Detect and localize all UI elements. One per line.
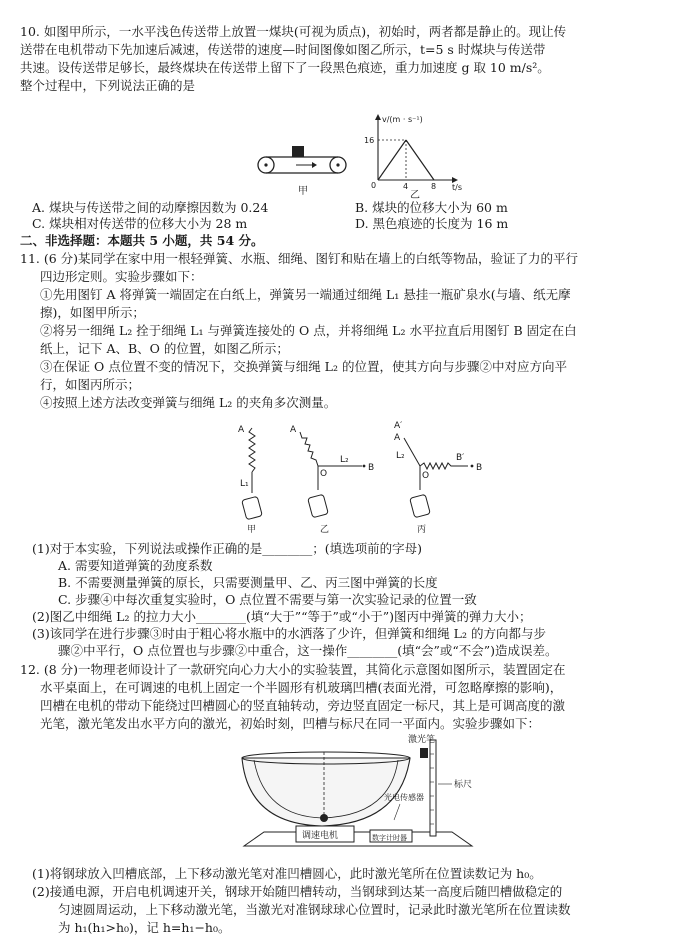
q11-step-2-cont: 纸上，记下 A、B、O 的位置，如图乙所示； (40, 341, 289, 356)
figure-bing (394, 421, 482, 535)
bing-spring (420, 463, 468, 469)
q11-step-1-cont: 擦)，如图甲所示； (40, 305, 145, 320)
axis-t-label: t/s (452, 183, 462, 192)
motor-label: 调速电机 (302, 831, 339, 841)
q12-line-4: 光笔，激光笔发出水平方向的激光，初始时刻，凹槽与标尺在同一平面内。实验步骤如下： (40, 716, 541, 731)
q11-line-2: 四边形定则。实验步骤如下： (40, 269, 203, 284)
q10-option-a[interactable]: A. 煤块与传送带之间的动摩擦因数为 0.24 (32, 200, 269, 215)
q10-option-b[interactable]: B. 煤块的位移大小为 60 m (355, 200, 508, 215)
steel-ball (320, 814, 328, 822)
q12-line-3: 凹槽在电机的带动下能绕过凹槽圆心的竖直轴转动，旁边竖直固定一标尺，其上是可调高度的激 (40, 698, 566, 713)
bing-label-l2: L₂ (396, 451, 405, 461)
q11-step-2: ②将另一细绳 L₂ 拴于细绳 L₁ 与弹簧连接处的 O 点，并将细绳 L₂ 水平拉直后用图钉 B 固定在白 (40, 323, 577, 338)
bing-caption: 丙 (417, 525, 427, 535)
q11-part-3: (3)该同学在进行步骤③时由于粗心将水瓶中的水洒落了少许，但弹簧和细绳 L₂ 的方向都与步 (32, 626, 546, 641)
ruler-label: 标尺 (454, 780, 473, 790)
yi-label-l2: L₂ (340, 455, 349, 465)
timer-label: 数字计时器 (372, 834, 407, 842)
q11-part-1-option-c[interactable]: C. 步骤④中每次重复实验时，O 点位置不需要与第一次实验记录的位置一致 (58, 592, 477, 607)
v-t-rise (378, 140, 406, 180)
figure-yi (290, 425, 374, 535)
conveyor-figure (246, 138, 366, 198)
bing-water-bottle (410, 494, 431, 517)
q11-part-1-option-b[interactable]: B. 不需要测量弹簧的原长，只需要测量甲、乙、丙三图中弹簧的长度 (58, 575, 438, 590)
bing-l2-rope (404, 438, 420, 466)
tick-8: 8 (431, 182, 437, 191)
laser-pen (420, 748, 428, 758)
q11-part-2: (2)图乙中细绳 L₂ 的拉力大小________(填“大于”“等于”或“小于”)图丙中弹簧的弹力大小； (32, 609, 532, 624)
q11-step-3: ③在保证 O 点位置不变的情况下，交换弹簧与细绳 L₂ 的位置，使其方向与步骤②中对应方向平 (40, 359, 567, 374)
axis-v-label: v/(m · s⁻¹) (382, 115, 423, 124)
centripetal-apparatus (224, 734, 484, 852)
jia-label-a: A (238, 425, 245, 435)
spring-figures (210, 418, 510, 536)
q10-line-4: 整个过程中，下列说法正确的是 (20, 78, 196, 93)
table-top (244, 832, 472, 846)
q11-part-3-cont: 骤②中平行，O 点位置也与步骤②中重合，这一操作________(填“会”或“不会”)造成误差。 (58, 643, 558, 658)
v-t-fall (406, 140, 434, 180)
laser-pen-label: 激光笔 (408, 735, 436, 745)
q12-step-2-cont: 匀速圆周运动，上下移动激光笔，当激光对准钢球球心位置时，记录此时激光笔所在位置读数 (58, 902, 571, 917)
jia-spring (249, 428, 255, 472)
yi-label-o: O (320, 469, 328, 479)
figure-jia (238, 425, 262, 535)
yi-caption: 乙 (320, 525, 330, 535)
q11-part-1: (1)对于本实验，下列说法或操作正确的是________；(填选项前的字母) (32, 541, 422, 556)
q12-step-1: (1)将钢球放入凹槽底部，上下移动激光笔对准凹槽圆心，此时激光笔所在位置读数记为 h₀。 (32, 866, 542, 881)
yi-water-bottle (308, 494, 329, 517)
bing-label-o: O (422, 471, 430, 481)
q12-line-1: 12. (8 分)一物理老师设计了一款研究向心力大小的实验装置，其简化示意图如图所示，装置固定在 (20, 662, 566, 677)
yi-label-a: A (290, 425, 297, 435)
q11-line-1: 11. (6 分)某同学在家中用一根轻弹簧、水瓶、细绳、图钉和贴在墙上的白纸等物品，验证了力的平行 (20, 251, 579, 266)
jia-water-bottle (242, 496, 263, 519)
tick-4: 4 (403, 182, 409, 191)
q11-step-1: ①先用图钉 A 将弹簧一端固定在白纸上，弹簧另一端通过细绳 L₁ 悬挂一瓶矿泉水(与墙、纸无摩 (40, 287, 571, 302)
tick-0: 0 (371, 181, 377, 190)
q12-step-2-cont2: 为 h₁(h₁>h₀)，记 h=h₁−h₀。 (58, 920, 231, 935)
fig-yi-label: 乙 (410, 190, 420, 201)
velocity-time-graph (364, 112, 468, 201)
bing-label-bprime: B′ (456, 453, 465, 463)
bing-label-b: B (476, 463, 483, 473)
section-2-heading: 二、非选择题：本题共 5 小题，共 54 分。 (20, 233, 264, 248)
q10-option-d[interactable]: D. 黑色痕迹的长度为 16 m (355, 216, 509, 231)
q12-step-2: (2)接通电源，开启电机调速开关，钢球开始随凹槽转动，当钢球到达某一高度后随凹槽做稳定的 (32, 884, 563, 899)
q11-step-4: ④按照上述方法改变弹簧与细绳 L₂ 的夹角多次测量。 (40, 395, 337, 410)
yi-spring (300, 432, 318, 466)
coal-block (292, 146, 304, 157)
ruler (430, 740, 436, 836)
bing-label-aprime: A′ (394, 421, 403, 431)
q10-line-1: 10. 如图甲所示，一水平浅色传送带上放置一煤块(可视为质点)，初始时，两者都是静止的。现让传 (20, 24, 567, 39)
jia-label-l1: L₁ (240, 479, 249, 489)
yi-label-b: B (368, 463, 375, 473)
jia-caption: 甲 (247, 525, 257, 535)
sensor-label: 光电传感器 (384, 793, 424, 802)
q10-line-3: 共速。设传送带足够长，最终煤块在传送带上留下了一段黑色痕迹，重力加速度 g 取 10 m/s²。 (20, 60, 550, 75)
tick-16: 16 (364, 136, 375, 145)
q10-line-2: 送带在电机带动下先加速后减速，传送带的速度—时间图像如图乙所示，t=5 s 时煤块与传送带 (20, 42, 546, 57)
q12-line-2: 水平桌面上，在可调速的电机上固定一个半圆形有机玻璃凹槽(表面光滑，可忽略摩擦的影响)， (40, 680, 563, 695)
fig-jia-label: 甲 (298, 186, 308, 197)
q10-option-c[interactable]: C. 煤块相对传送带的位移大小为 28 m (32, 216, 248, 231)
q11-part-1-option-a[interactable]: A. 需要知道弹簧的劲度系数 (58, 558, 213, 573)
q11-step-3-cont: 行，如图丙所示； (40, 377, 141, 392)
bing-label-a: A (394, 433, 401, 443)
